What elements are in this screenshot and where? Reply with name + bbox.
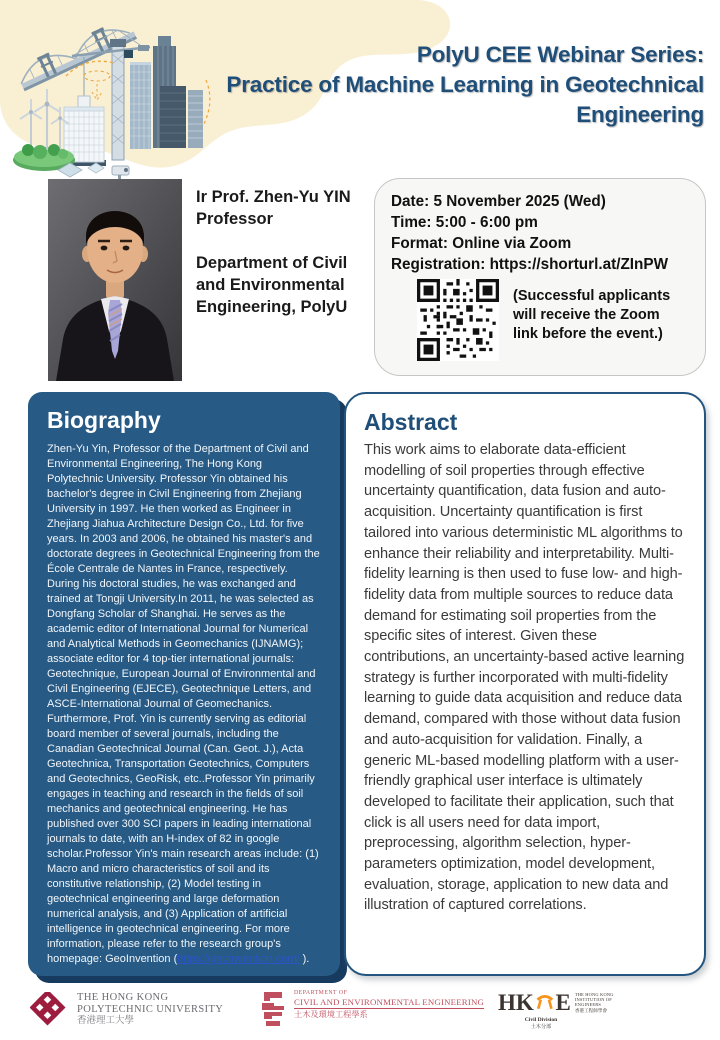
event-date: Date: 5 November 2025 (Wed) (391, 193, 606, 210)
hkie-arch-icon (535, 993, 555, 1013)
polyu-name-line2: POLYTECHNIC UNIVERSITY (77, 1003, 224, 1015)
cee-department-logo (258, 990, 484, 1028)
biography-text (47, 442, 321, 967)
event-time: Time: 5:00 - 6:00 pm (391, 214, 538, 231)
abstract-heading: Abstract (364, 409, 458, 435)
hkie-division-chinese: 土木分部 (530, 1023, 552, 1030)
event-registration: Registration: https://shorturl.at/ZInPW (391, 256, 669, 273)
title-line-3: Engineering (576, 102, 704, 127)
poster-title (144, 40, 704, 130)
speaker-role: Professor (196, 210, 274, 228)
biography-text-before: Zhen-Yu Yin, Professor of the Department of Civil and Environmental Engineering, The Hong Kong Polytechnic University. Professor Yin obtained his bachelor's degree in Civil Engineering from Zhejiang University in 1997. He then worked as Engineer in Zhejiang Jiahua Architecture Design Co., Ltd. for five years. In 2003 and 2006, he obtained his master's and doctorate degrees in Geotechnical Engineering from the École Centrale de Nantes in France, respectively. During his doctoral studies, he was exchanged and trained at Tongji University.In 2011, he was selected as Dongfang Scholar of Shanghai. He serves as the academic editor of International Journal for Numerical and Analytical Methods in Geomechanics (IJNAMG); associate editor for 4 top-tier international journals: Geotechnique, European Journal of Environmental and Civil Engineering (EJECE), Geotechnique Letters, and ASCE-International Journal of Geomechanics. Furthermore, Prof. Yin is currently serving as editorial board member of several journals, including the Canadian Geotechnical Journal (Can. Geot. J.), Acta Geotechnica, Transportation Geotechnics, Computers and Geotechnics, GeoRisk, etc..Professor Yin primarily engages in teaching and research in the fields of soil mechanics and geotechnical engineering. He has published over 300 SCI papers in leading international journals to date, with an H-index of 82 in google scholar.Professor Yin's main research areas include: (1) Macro and micro characteristics of soil and its constitutive relationship, (2) Model testing in geotechnical engineering and large deformation numerical analysis, and (3) Application of artificial intelligence in geotechnical engineering. For more information, please refer to the research group's homepage: GeoInvention ( (47, 443, 320, 965)
footer-logos (0, 986, 720, 1040)
cee-dept-line1: DEPARTMENT OF (294, 990, 348, 996)
polyu-knot-icon (30, 992, 70, 1028)
abstract-text: This work aims to elaborate data-efficient modelling of soil properties through effective uncertainty quantification, data fusion and auto-acquisition. Uncertainty quantification is first tailored into various deterministic ML algorithms to enhance their reliability and interpretability. Multi-fidelity learning is then used to fuse low- and high-fidelity data from multiple sources to reduce data demand for estimating soil properties from the specific sites of interest. Given these contributions, an uncertainty-based active learning strategy is further incorporated with multi-fidelity learning to guide data acquisition and reduce data demand, compared with those without data fusion and auto-acquisition for validation. Finally, a generic ML-based modelling platform with a user-friendly graphical user interface is ultimately developed to facilitate their application, such that click is all users need for data import, preprocessing, algorithm selection, hyper-parameters optimization, model development, evaluation, storage, application to new data and illustration of captured correlations. (364, 442, 685, 914)
cee-dept-chinese: 土木及環境工程學系 (294, 1010, 368, 1019)
hkie-logo (498, 992, 628, 1030)
polyu-name-chinese: 香港理工大學 (77, 1016, 135, 1026)
hkie-hk-text: HK (498, 990, 534, 1015)
cee-dept-line2: CIVIL AND ENVIRONMENTAL ENGINEERING (294, 997, 485, 1007)
title-line-1: PolyU CEE Webinar Series: (416, 42, 704, 67)
biography-section (28, 392, 340, 976)
hkie-side-line2: INSTITUTION OF ENGINEERS (574, 997, 612, 1008)
hkie-e-text: E (555, 990, 571, 1015)
biography-heading: Biography (47, 407, 161, 433)
title-line-2: Practice of Machine Learning in Geotechnical (226, 72, 704, 97)
abstract-section (344, 392, 706, 976)
polyu-logo (30, 992, 223, 1028)
cee-blocks-icon (258, 990, 288, 1028)
speaker-affiliation: Department of Civil and Environmental Engineering, PolyU (196, 254, 348, 316)
event-details-card (374, 178, 706, 376)
hkie-side-line1: THE HONG KONG (574, 992, 614, 997)
speaker-info (196, 186, 376, 318)
geoinvention-link[interactable]: https://geoinvention.com/ (177, 953, 300, 965)
event-format: Format: Online via Zoom (391, 235, 572, 252)
speaker-photo (48, 179, 182, 381)
qr-note: (Successful applicants will receive the Zoom link before the event.) (513, 288, 671, 342)
hkie-side-chinese: 香港工程師學會 (574, 1007, 608, 1013)
biography-text-after: ). (299, 953, 310, 965)
hkie-division: Civil Division (524, 1017, 558, 1023)
registration-qr-code (417, 279, 499, 361)
polyu-name-line1: THE HONG KONG (77, 992, 169, 1003)
speaker-name: Ir Prof. Zhen-Yu YIN (196, 188, 351, 206)
